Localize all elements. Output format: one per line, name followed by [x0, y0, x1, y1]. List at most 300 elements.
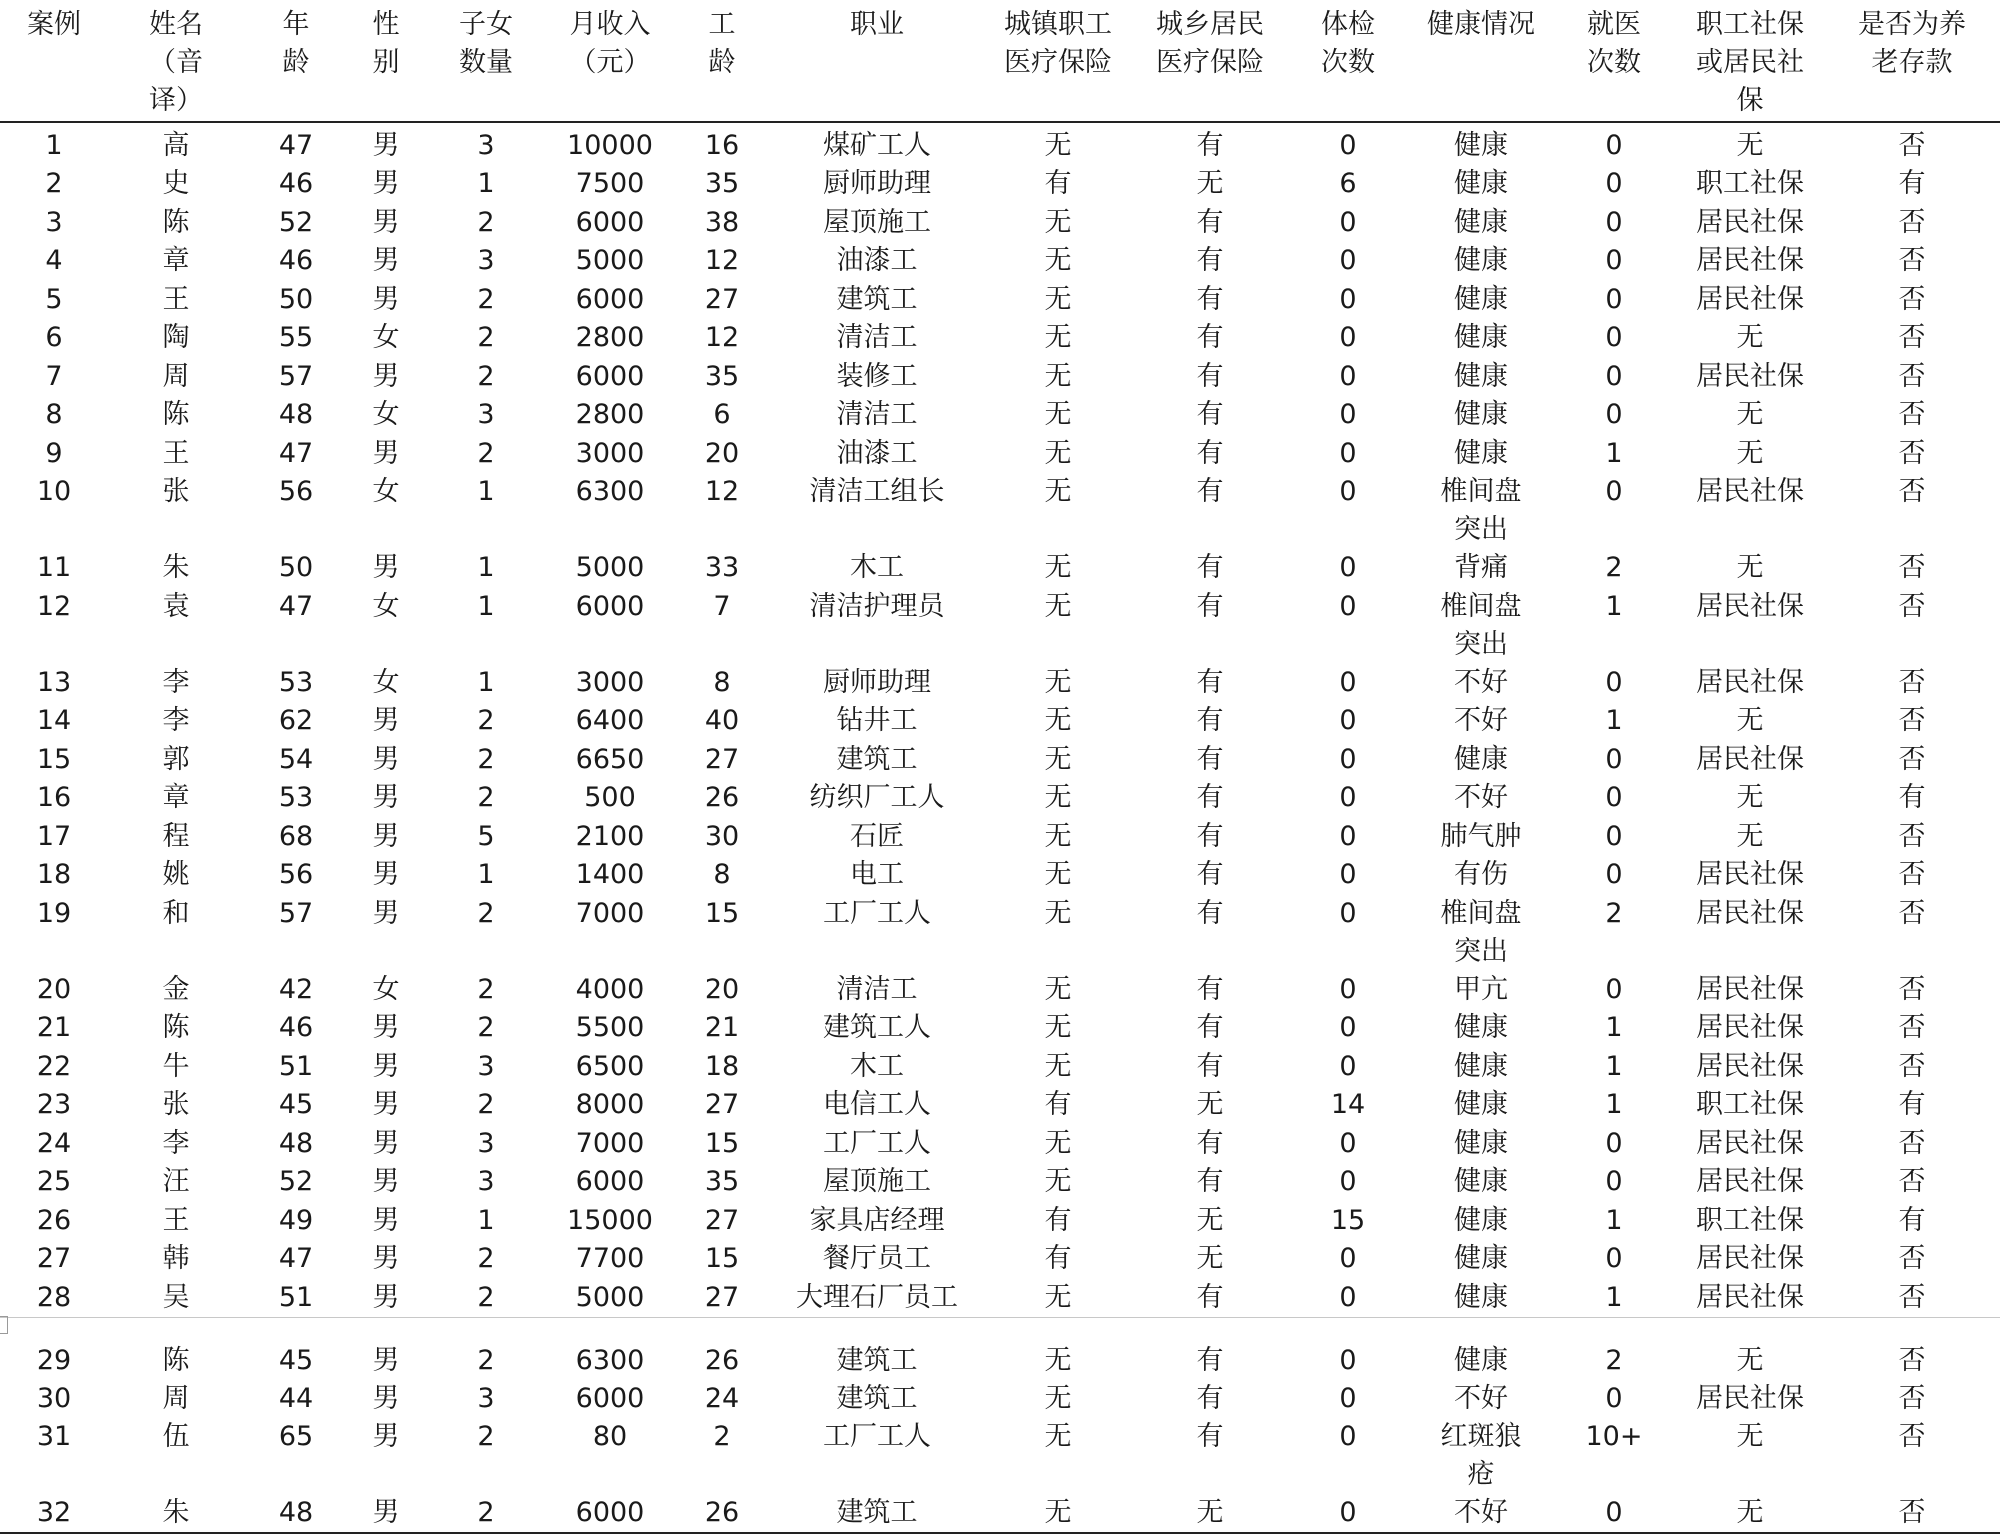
cell-value: 男: [372, 859, 400, 890]
table-cell: [0, 1318, 108, 1380]
table-cell: [1134, 549, 1286, 588]
cell-value: 木工: [850, 1050, 904, 1082]
table-cell: [244, 895, 348, 971]
cell-value: 0: [1339, 206, 1357, 238]
table-cell: [982, 1318, 1134, 1380]
table-cell: [672, 319, 772, 358]
table-cell: [1410, 1086, 1552, 1125]
table-cell: [672, 1494, 772, 1533]
table-cell: [108, 1009, 244, 1048]
column-header-12: [1552, 0, 1676, 122]
table-cell: [244, 971, 348, 1010]
table-cell: [244, 741, 348, 780]
cell-value: 23: [36, 1089, 72, 1120]
table-cell: [1676, 1163, 1824, 1202]
cell-value: 无: [1736, 399, 1764, 430]
cell-value: 35: [704, 360, 740, 392]
table-cell: [1552, 473, 1676, 549]
cell-value: 有: [1898, 782, 1926, 813]
table-cell: [1286, 319, 1410, 358]
cell-value: 52: [278, 206, 314, 238]
cell-value: 王: [162, 1204, 190, 1236]
cell-value: 居民社保: [1696, 1127, 1804, 1159]
table-cell: [1134, 281, 1286, 320]
cell-value: 53: [278, 782, 314, 813]
table-cell: [1824, 1418, 2000, 1494]
table-cell: [1676, 895, 1824, 971]
table-cell: [982, 741, 1134, 780]
table-cell: [1410, 664, 1552, 703]
table-cell: [1552, 702, 1676, 741]
table-cell: [772, 1086, 982, 1125]
cell-value: 0: [1339, 1344, 1357, 1376]
cell-value: 6000: [575, 1382, 645, 1414]
cell-value: 0: [1605, 283, 1623, 315]
cell-value: 22: [36, 1050, 72, 1082]
cell-value: 男: [372, 130, 400, 161]
table-cell: [1286, 549, 1410, 588]
cell-value: 50: [278, 552, 314, 583]
cell-value: 无: [1196, 168, 1224, 199]
cell-value: 居民社保: [1696, 1012, 1804, 1043]
cell-value: 52: [278, 1166, 314, 1197]
table-cell: [1134, 1202, 1286, 1241]
table-cell: [108, 358, 244, 397]
table-cell: [1286, 242, 1410, 281]
table-cell: [0, 818, 108, 857]
cell-value: 男: [372, 283, 400, 315]
cell-value: 2800: [575, 399, 645, 430]
table-cell: [244, 818, 348, 857]
table-cell: [1134, 319, 1286, 358]
cell-value: 0: [1605, 206, 1623, 238]
cell-value: 陈: [162, 1012, 190, 1043]
cell-value: 3: [45, 206, 63, 238]
table-cell: [772, 549, 982, 588]
table-cell: [108, 1380, 244, 1419]
cell-value: 职工社保: [1696, 168, 1804, 199]
table-cell: [1552, 396, 1676, 435]
cell-value: 45: [278, 1344, 314, 1376]
table-cell: [1676, 242, 1824, 281]
cell-value: 女: [372, 973, 400, 1005]
table-cell: [424, 1279, 548, 1318]
table-cell: [672, 396, 772, 435]
table-cell: [548, 1240, 672, 1279]
column-header-5: [548, 0, 672, 122]
table-cell: [108, 1418, 244, 1494]
table-row: [0, 741, 2000, 780]
table-cell: [772, 358, 982, 397]
table-cell: [1410, 1240, 1552, 1279]
table-cell: [108, 165, 244, 204]
table-cell: [772, 435, 982, 474]
cell-value: 健康: [1454, 130, 1508, 161]
table-cell: [672, 1048, 772, 1087]
table-row: [0, 1125, 2000, 1164]
cell-value: 0: [1339, 283, 1357, 315]
table-cell: [424, 358, 548, 397]
table-cell: [1552, 1086, 1676, 1125]
column-header-13: [1676, 0, 1824, 122]
table-cell: [772, 1240, 982, 1279]
cell-value: 电工: [850, 859, 904, 890]
table-cell: [244, 1009, 348, 1048]
table-cell: [548, 1318, 672, 1380]
table-cell: [1410, 741, 1552, 780]
table-cell: [982, 1240, 1134, 1279]
cell-value: 煤矿工人: [823, 130, 931, 161]
cell-value: 1: [477, 552, 495, 583]
cell-value: 家具店经理: [809, 1204, 945, 1236]
table-cell: [982, 1086, 1134, 1125]
table-cell: [0, 1240, 108, 1279]
table-cell: [1286, 122, 1410, 165]
table-row: [0, 1380, 2000, 1419]
cell-value: 朱: [162, 552, 190, 583]
table-cell: [982, 1418, 1134, 1494]
cell-value: 26: [704, 782, 740, 813]
cell-value: 居民社保: [1696, 283, 1804, 315]
cell-value: 1: [1605, 1204, 1623, 1236]
table-cell: [108, 396, 244, 435]
cell-value: 33: [704, 552, 740, 583]
table-row: [0, 1202, 2000, 1241]
cell-value: 居民社保: [1696, 1050, 1804, 1082]
cell-value: 8: [45, 399, 63, 430]
cell-value: 26: [704, 1497, 740, 1528]
cell-value: 0: [1605, 1382, 1623, 1414]
cell-value: 陶: [162, 322, 190, 353]
table-cell: [1134, 1494, 1286, 1533]
cell-value: 1: [477, 1204, 495, 1236]
cell-value: 46: [278, 168, 314, 199]
cell-value: 0: [1605, 476, 1623, 507]
cell-value: 有: [1196, 666, 1224, 698]
cell-value: 否: [1898, 1497, 1926, 1528]
cell-value: 48: [278, 1497, 314, 1528]
cell-value: 3: [477, 1166, 495, 1197]
table-cell: [982, 122, 1134, 165]
cell-value: 20: [36, 973, 72, 1005]
table-cell: [244, 1418, 348, 1494]
cell-value: 有: [1898, 168, 1926, 199]
cell-value: 无: [1736, 552, 1764, 583]
table-cell: [548, 1279, 672, 1318]
cell-value: 0: [1339, 1497, 1357, 1528]
table-cell: [1824, 165, 2000, 204]
table-cell: [108, 1125, 244, 1164]
table-cell: [1134, 1279, 1286, 1318]
cell-value: 1: [1605, 1050, 1623, 1082]
cell-value: 大理石厂员工: [796, 1281, 958, 1313]
table-cell: [348, 1086, 424, 1125]
cell-value: 无: [1736, 1344, 1764, 1376]
table-cell: [1286, 588, 1410, 664]
table-cell: [1410, 549, 1552, 588]
table-cell: [1676, 281, 1824, 320]
cell-value: 健康: [1454, 1166, 1508, 1197]
cell-value: 居民社保: [1696, 360, 1804, 392]
cell-value: 无: [1044, 437, 1072, 469]
cell-value: 16: [36, 782, 72, 813]
cell-value: 0: [1339, 859, 1357, 890]
table-cell: [424, 1086, 548, 1125]
table-cell: [1552, 549, 1676, 588]
table-cell: [1410, 895, 1552, 971]
table-cell: [1824, 1048, 2000, 1087]
cell-value: 7000: [575, 897, 645, 929]
table-cell: [1134, 818, 1286, 857]
cell-value: 居民社保: [1696, 897, 1804, 929]
table-cell: [348, 588, 424, 664]
table-cell: [1824, 856, 2000, 895]
cell-value: 26: [36, 1204, 72, 1236]
cell-value: 健康: [1454, 1344, 1508, 1376]
cell-value: 0: [1339, 130, 1357, 161]
cell-value: 健康: [1454, 283, 1508, 315]
table-cell: [1824, 473, 2000, 549]
cell-value: 有: [1196, 1012, 1224, 1043]
table-cell: [548, 664, 672, 703]
table-cell: [348, 1009, 424, 1048]
table-row: [0, 856, 2000, 895]
cell-value: 8: [713, 859, 731, 890]
cell-value: 健康: [1454, 1281, 1508, 1313]
table-cell: [1676, 664, 1824, 703]
cell-value: 7: [45, 360, 63, 392]
column-header-1: [108, 0, 244, 122]
table-cell: [1676, 396, 1824, 435]
cell-value: 2: [477, 1243, 495, 1274]
table-cell: [0, 473, 108, 549]
cell-value: 男: [372, 1344, 400, 1376]
table-cell: [424, 1318, 548, 1380]
table-cell: [424, 319, 548, 358]
cell-value: 男: [372, 360, 400, 392]
table-cell: [0, 1202, 108, 1241]
table-cell: [1286, 779, 1410, 818]
table-cell: [1824, 204, 2000, 243]
cell-value: 职工社保: [1696, 1089, 1804, 1120]
cell-value: 27: [704, 743, 740, 775]
table-cell: [108, 473, 244, 549]
table-cell: [672, 1318, 772, 1380]
table-row: [0, 319, 2000, 358]
table-cell: [1824, 664, 2000, 703]
table-cell: [108, 204, 244, 243]
table-cell: [672, 242, 772, 281]
table-cell: [1134, 1125, 1286, 1164]
table-cell: [672, 165, 772, 204]
table-cell: [0, 856, 108, 895]
cell-value: 居民社保: [1696, 859, 1804, 890]
table-cell: [772, 779, 982, 818]
cell-value: 6650: [575, 743, 645, 775]
cell-value: 男: [372, 1204, 400, 1236]
table-cell: [1286, 165, 1410, 204]
table-cell: [244, 358, 348, 397]
cell-value: 0: [1339, 1012, 1357, 1043]
cell-value: 居民社保: [1696, 1382, 1804, 1414]
table-cell: [772, 818, 982, 857]
cell-value: 男: [372, 1089, 400, 1120]
cell-value: 章: [162, 245, 190, 276]
table-cell: [1134, 122, 1286, 165]
cell-value: 伍: [162, 1421, 190, 1452]
table-cell: [244, 1279, 348, 1318]
cell-value: 不好: [1454, 1382, 1508, 1414]
page-break-marker: [0, 1316, 8, 1334]
table-cell: [1286, 971, 1410, 1010]
table-row: [0, 396, 2000, 435]
cell-value: 2: [477, 973, 495, 1005]
cell-value: 2: [477, 705, 495, 736]
table-cell: [0, 242, 108, 281]
table-cell: [1134, 204, 1286, 243]
table-cell: [982, 1279, 1134, 1318]
cell-value: 袁: [162, 590, 190, 622]
table-cell: [772, 165, 982, 204]
cell-value: 5500: [575, 1012, 645, 1043]
table-cell: [672, 122, 772, 165]
cell-value: 男: [372, 552, 400, 583]
table-cell: [1134, 358, 1286, 397]
cell-value: 有: [1196, 552, 1224, 583]
cell-value: 健康: [1454, 1089, 1508, 1120]
table-cell: [108, 1279, 244, 1318]
cell-value: 甲亢: [1454, 973, 1508, 1005]
cell-value: 2: [477, 1281, 495, 1313]
cell-value: 装修工: [836, 360, 918, 392]
table-cell: [1824, 971, 2000, 1010]
cell-value: 3: [477, 1050, 495, 1082]
table-cell: [548, 702, 672, 741]
cell-value: 无: [1044, 1344, 1072, 1376]
table-cell: [348, 165, 424, 204]
cell-value: 4000: [575, 973, 645, 1005]
cell-value: 2: [477, 1089, 495, 1120]
table-cell: [1676, 358, 1824, 397]
table-cell: [348, 664, 424, 703]
cell-value: 红斑狼疮: [1440, 1421, 1522, 1490]
table-cell: [1552, 1125, 1676, 1164]
table-cell: [982, 702, 1134, 741]
table-cell: [1286, 818, 1410, 857]
cell-value: 居民社保: [1696, 1243, 1804, 1274]
cell-value: 周: [162, 360, 190, 392]
cell-value: 51: [278, 1050, 314, 1082]
table-cell: [1410, 1163, 1552, 1202]
table-cell: [772, 204, 982, 243]
table-cell: [548, 1494, 672, 1533]
table-cell: [982, 664, 1134, 703]
cell-value: 女: [372, 399, 400, 430]
table-cell: [1552, 1279, 1676, 1318]
cell-value: 否: [1898, 1382, 1926, 1414]
table-cell: [982, 779, 1134, 818]
column-header-0: [0, 0, 108, 122]
table-cell: [672, 818, 772, 857]
cell-value: 53: [278, 666, 314, 698]
table-cell: [548, 779, 672, 818]
column-header-2: [244, 0, 348, 122]
cell-value: 6: [1339, 168, 1357, 199]
table-cell: [672, 204, 772, 243]
cell-value: 有: [1044, 1089, 1072, 1120]
cell-value: 居民社保: [1696, 476, 1804, 507]
cell-value: 27: [704, 1204, 740, 1236]
table-cell: [982, 1125, 1134, 1164]
table-row: [0, 1240, 2000, 1279]
table-row: [0, 895, 2000, 971]
table-cell: [108, 1048, 244, 1087]
cell-value: 0: [1339, 1243, 1357, 1274]
cell-value: 否: [1898, 666, 1926, 698]
table-cell: [108, 702, 244, 741]
cell-value: 24: [704, 1382, 740, 1414]
cell-value: 15: [1330, 1204, 1366, 1236]
cell-value: 有: [1196, 476, 1224, 507]
table-cell: [772, 122, 982, 165]
table-cell: [108, 1163, 244, 1202]
cell-value: 3000: [575, 666, 645, 698]
table-cell: [982, 1494, 1134, 1533]
cell-value: 木工: [850, 552, 904, 583]
cell-value: 建筑工: [836, 743, 918, 775]
cell-value: 11: [36, 552, 72, 583]
column-header-6: [672, 0, 772, 122]
table-cell: [244, 396, 348, 435]
cell-value: 有: [1898, 1204, 1926, 1236]
table-cell: [108, 549, 244, 588]
cell-value: 无: [1044, 666, 1072, 698]
cell-value: 工厂工人: [823, 1127, 931, 1159]
cell-value: 清洁工: [836, 399, 918, 430]
cell-value: 1: [1605, 705, 1623, 736]
cell-value: 金: [162, 973, 190, 1005]
cell-value: 李: [162, 666, 190, 698]
cell-value: 2: [477, 437, 495, 469]
table-cell: [1410, 1380, 1552, 1419]
cell-value: 否: [1898, 1012, 1926, 1043]
column-header-label: 就医次数: [1587, 9, 1641, 78]
table-row: [0, 664, 2000, 703]
cell-value: 0: [1605, 245, 1623, 276]
table-cell: [348, 1380, 424, 1419]
table-cell: [0, 702, 108, 741]
cell-value: 2: [477, 322, 495, 353]
table-cell: [1286, 664, 1410, 703]
cell-value: 7000: [575, 1127, 645, 1159]
table-cell: [0, 895, 108, 971]
table-cell: [1824, 818, 2000, 857]
table-cell: [1410, 435, 1552, 474]
table-cell: [772, 1202, 982, 1241]
table-cell: [982, 165, 1134, 204]
cell-value: 椎间盘突出: [1440, 476, 1522, 545]
table-cell: [348, 1048, 424, 1087]
table-row: [0, 122, 2000, 165]
cell-value: 有: [1196, 360, 1224, 392]
cell-value: 0: [1605, 820, 1623, 852]
table-row: [0, 435, 2000, 474]
cell-value: 6400: [575, 705, 645, 736]
table-cell: [1552, 435, 1676, 474]
table-cell: [1676, 549, 1824, 588]
cell-value: 6300: [575, 1344, 645, 1376]
table-cell: [672, 588, 772, 664]
